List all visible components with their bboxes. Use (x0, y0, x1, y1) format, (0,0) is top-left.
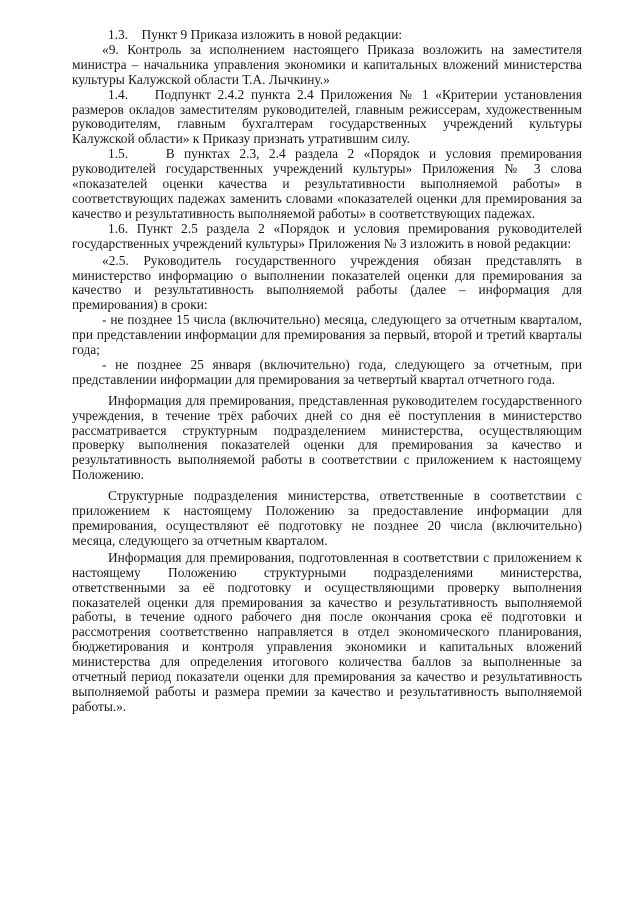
paragraph-structural-units: Структурные подразделения министерства, ответственные в соответствии с приложением к настоящему Положению за предоставление информации для премирования, осуществляют её подготовку не позднее 20 числа (включительно) месяца, следующего за отчетным кварталом. (72, 488, 582, 548)
paragraph-1-3: 1.3. Пункт 9 Приказа изложить в новой редакции: (108, 27, 403, 42)
paragraph-9-quote: «9. Контроль за исполнением настоящего Приказа возложить на заместителя министра – начальника управления экономики и капитальных вложений министерства культуры Калужской области Т.А. Лычкину.» (72, 41, 582, 87)
paragraph-2-5-quote: «2.5. Руководитель государственного учреждения обязан представлять в министерство информацию о выполнении показателей оценки для премирования за качество и результативность выполняемой работы (далее – информация для премирования) в сроки: (72, 252, 582, 313)
paragraph-1-4: 1.4. Подпункт 2.4.2 пункта 2.4 Приложения № 1 «Критерии установления размеров окладов заместителям руководителей, главным режиссерам, художественным руководителям, главным бухгалтерам государственных учреждений культуры Калужской области» к Приказу признать утратившим силу. (72, 86, 582, 147)
paragraph-information-prepared: Информация для премирования, подготовленная в соответствии с приложением к настоящему Положению структурными подразделениями министерства, ответственными за её подготовку и осуществляющими проверку выполнения показателей оценки для премирования за качество и результативность выполняемой работы, в течение одного рабочего дня после окончания срока её подготовки и рассмотрения соответственно направляется в отдел экономического планирования, бюджетирования и контроля управления экономики и капитальных вложений министерства для определения итогового количества баллов за выполненные за отчетный период показатели оценки для премирования за качество и результативность выполняемой работы и размера премии за качество и результативность выполняемой работы.». (72, 549, 582, 714)
paragraph-information-review: Информация для премирования, представленная руководителем государственного учреждения, в течение трёх рабочих дней со дня её поступления в министерство рассматривается структурным подразделением министерства, осуществляющим проверку выполнения показателей оценки для премирования за качество и результативность выполняемой работы в соответствии с приложением к настоящему Положению. (72, 392, 582, 483)
paragraph-1-5: 1.5. В пунктах 2.3, 2.4 раздела 2 «Порядок и условия премирования руководителей государственных учреждений культуры» Приложения № 3 слова «показателей оценки качества и результативности выполняемой работы» в соответствующих падежах заменить словами «показателей оценки для премирования за качество и результативность выполняемой работы» в соответствующих падежах. (72, 146, 582, 221)
list-item-deadline-15: - не позднее 15 числа (включительно) месяца, следующего за отчетным кварталом, при представлении информации для премирования за первый, второй и третий кварталы года; (72, 312, 582, 358)
paragraph-1-6: 1.6. Пункт 2.5 раздела 2 «Порядок и условия премирования руководителей государственных учреждений культуры» Приложения № 3 изложить в новой редакции: (72, 220, 582, 251)
document-body (72, 28, 582, 715)
list-item-deadline-25: - не позднее 25 января (включительно) года, следующего за отчетным, при представлении информации для премирования за четвертый квартал отчетного года. (72, 356, 582, 387)
